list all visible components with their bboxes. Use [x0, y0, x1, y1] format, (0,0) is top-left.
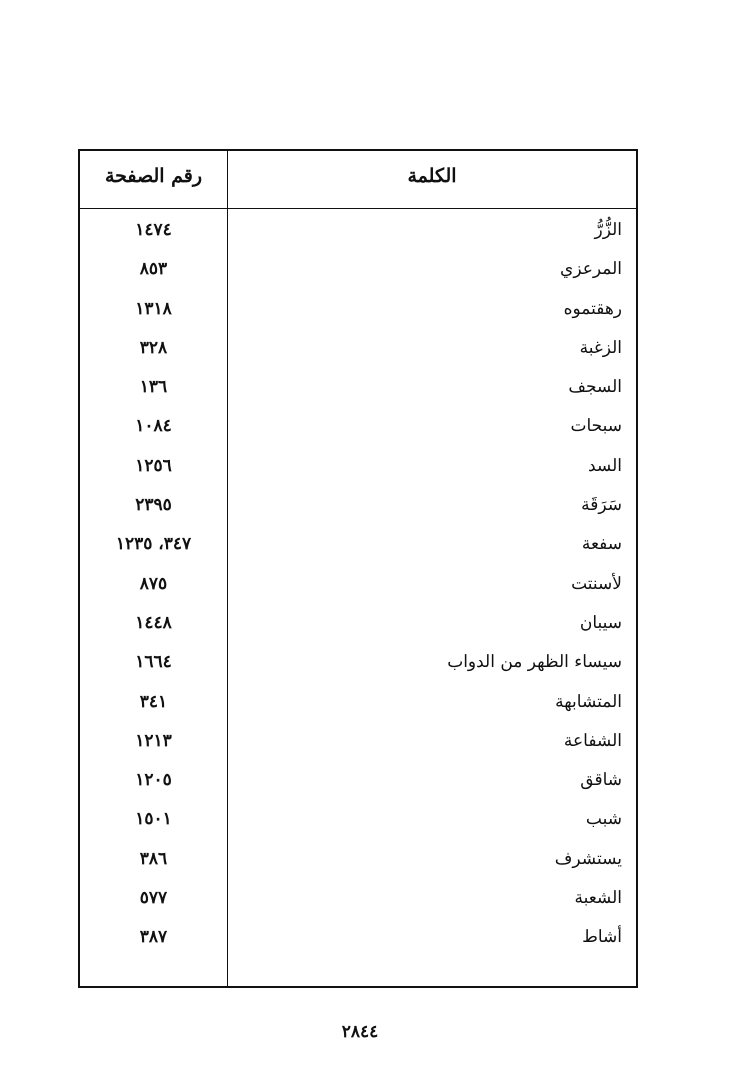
- table-row: [80, 723, 636, 762]
- row-page-number: ١٣٦: [139, 377, 168, 398]
- row-page-number: ١٣١٨: [135, 298, 172, 319]
- row-word: شبب: [585, 809, 622, 830]
- header-word: الكلمة: [407, 165, 457, 187]
- table-row: [80, 684, 636, 723]
- row-page-number: ٨٧٥: [139, 573, 168, 594]
- row-page-number: ١٢٥٦: [135, 455, 172, 476]
- row-page-number: ١٢٠٥: [135, 770, 172, 791]
- table-row: [80, 408, 636, 447]
- row-word: شاقق: [580, 770, 622, 791]
- table-row: [80, 919, 636, 958]
- row-page-number: ٣٨٦: [139, 848, 168, 869]
- row-word: الشفاعة: [563, 730, 622, 751]
- row-page-number: ١٦٦٤: [135, 652, 172, 673]
- header-page-number: رقم الصفحة: [104, 165, 203, 187]
- row-page-number: ١٤٧٤: [135, 220, 172, 240]
- row-page-number: ١٠٨٤: [135, 416, 172, 437]
- row-word: أشاط: [582, 927, 622, 948]
- row-page-number: ٣٢٨: [139, 337, 168, 358]
- table-row: [80, 880, 636, 919]
- row-word: المتشابهة: [555, 691, 622, 712]
- table-row: [80, 526, 636, 565]
- table-header: [80, 151, 636, 209]
- row-page-number: ١٥٠١: [135, 809, 172, 830]
- row-page-number: ٨٥٣: [139, 259, 168, 280]
- row-word: سَرَقَة: [581, 495, 622, 516]
- table-row: [80, 762, 636, 801]
- row-page-number: ٥٧٧: [139, 888, 168, 909]
- table-row: [80, 605, 636, 644]
- row-page-number: ٢٣٩٥: [135, 495, 172, 516]
- table-row: [80, 566, 636, 605]
- table-row: [80, 212, 636, 251]
- page-number: ٢٨٤٤: [341, 1022, 379, 1042]
- row-word: رهقتموه: [563, 298, 622, 319]
- row-word: سيساء الظهر من الدواب: [447, 652, 622, 673]
- row-word: لأسنتت: [571, 573, 622, 594]
- table-row: [80, 369, 636, 408]
- index-table: [78, 149, 638, 988]
- table-body: [80, 212, 636, 959]
- row-word: سفعة: [581, 534, 622, 555]
- row-word: المرعزي: [560, 259, 622, 280]
- row-word: سيبان: [579, 612, 622, 633]
- table-row: [80, 330, 636, 369]
- table-row: [80, 801, 636, 840]
- row-page-number: ٣٤٧، ١٢٣٥: [115, 534, 192, 555]
- table-row: [80, 291, 636, 330]
- row-page-number: ١٤٤٨: [135, 612, 172, 633]
- row-page-number: ٣٤١: [139, 691, 168, 712]
- row-word: يستشرف: [554, 848, 622, 869]
- row-word: الزُّرُّ: [594, 220, 622, 240]
- row-word: سبحات: [570, 416, 622, 437]
- row-page-number: ٣٨٧: [139, 927, 168, 948]
- table-row: [80, 644, 636, 683]
- row-page-number: ١٢١٣: [135, 730, 172, 751]
- row-word: الشعبة: [574, 888, 622, 909]
- row-word: السجف: [568, 377, 622, 398]
- table-row: [80, 251, 636, 290]
- table-row: [80, 841, 636, 880]
- row-word: الزغبة: [579, 337, 622, 358]
- table-row: [80, 487, 636, 526]
- row-word: السد: [588, 455, 622, 476]
- table-row: [80, 448, 636, 487]
